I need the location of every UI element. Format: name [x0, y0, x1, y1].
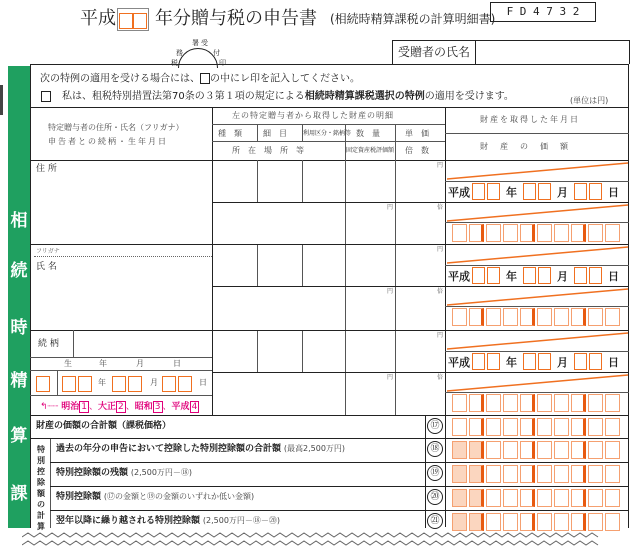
row-label: 翌年以降に繰り越される特別控除額 (2,500万円－⑱－⑳) — [56, 516, 281, 526]
col-multiplier: 倍 数 — [405, 146, 429, 155]
birth-era-input[interactable] — [36, 373, 50, 392]
amount-digit-cell[interactable] — [588, 489, 603, 507]
amount-digit-cell[interactable] — [452, 418, 467, 436]
form-code: F D 4 7 3 2 — [490, 2, 596, 22]
amount-digit-cell[interactable] — [469, 308, 484, 326]
unit-label: (単位は円) — [570, 96, 609, 105]
day-unit: 日 — [199, 378, 207, 387]
header-details-title: 左の特定贈与者から取得した財産の明細 — [232, 111, 394, 120]
amount-digit-cell[interactable] — [486, 465, 501, 483]
amount-digit-cell[interactable] — [554, 308, 569, 326]
side-band-char: 精 — [10, 371, 28, 391]
amount-digit-cell[interactable] — [520, 394, 535, 412]
form-subtitle: (相続時精算課税の計算明細書) — [330, 12, 496, 26]
form-title: 年分贈与税の申告書 — [155, 8, 317, 29]
birth-header: 月 — [136, 359, 144, 368]
notice-line1: 次の特例の適用を受ける場合には、 の中にレ印を記入してください。 — [40, 73, 360, 85]
amount-digit-cell[interactable] — [452, 394, 467, 412]
acquisition-date-input[interactable]: 平成 年 月 日 — [448, 183, 619, 200]
amount-digit-cell[interactable] — [554, 513, 569, 531]
amount-digit-cell[interactable] — [503, 465, 518, 483]
col-unit-price: 単 価 — [405, 129, 429, 138]
amount-digit-cell[interactable] — [571, 513, 586, 531]
amount-digit-cell[interactable] — [486, 394, 501, 412]
col-location: 所 在 場 所 等 — [232, 146, 304, 155]
row-label: 特別控除額 (⑰の金額と⑲の金額のいずれか低い金額) — [56, 492, 255, 502]
amount-digit-cell[interactable] — [486, 513, 501, 531]
amount-digit-cell[interactable] — [469, 418, 484, 436]
amount-digit-cell[interactable] — [452, 465, 467, 483]
amount-digit-cell[interactable] — [571, 465, 586, 483]
birth-year-input[interactable] — [62, 373, 92, 392]
amount-digit-cell[interactable] — [605, 489, 620, 507]
amount-digit-cell[interactable] — [554, 465, 569, 483]
col-subitem: 細 目 — [263, 129, 287, 138]
recipient-name-label: 受贈者の氏名 — [398, 45, 471, 59]
amount-digit-cell[interactable] — [503, 489, 518, 507]
birth-header: 日 — [173, 359, 181, 368]
era-code-legend: ↰┈┈ 明治 1 、大正 2 、昭和 3 、平成 4 — [40, 402, 198, 412]
col-fixed-asset-value: 固定資産税評価額 — [346, 147, 395, 154]
col-quantity: 数 量 — [356, 129, 380, 138]
birth-month-input[interactable] — [112, 373, 142, 392]
row-number-badge: ⑳ — [427, 489, 443, 505]
stamp-char: 受 — [201, 39, 208, 47]
amount-digit-cell[interactable] — [537, 465, 552, 483]
amount-digit-cell[interactable] — [520, 441, 535, 459]
amount-digit-cell[interactable] — [537, 394, 552, 412]
amount-digit-cell[interactable] — [554, 441, 569, 459]
amount-digit-cell[interactable] — [503, 513, 518, 531]
amount-input-row-20[interactable] — [452, 489, 624, 507]
property-value-input[interactable] — [452, 224, 624, 242]
amount-digit-cell[interactable] — [537, 441, 552, 459]
amount-digit-cell[interactable] — [537, 308, 552, 326]
acquisition-date-input[interactable]: 平成 年 月 日 — [448, 353, 619, 370]
amount-digit-cell[interactable] — [452, 224, 467, 242]
amount-digit-cell[interactable] — [469, 441, 484, 459]
relation-label: 続 柄 — [38, 339, 59, 349]
year-unit: 年 — [98, 378, 106, 387]
row-number-badge: ⑲ — [427, 465, 443, 481]
relation-input[interactable] — [76, 333, 210, 355]
side-band-char: 時 — [10, 318, 28, 338]
amount-digit-cell[interactable] — [503, 441, 518, 459]
address-label: 住 所 — [36, 164, 57, 174]
amount-input-row-21[interactable] — [452, 513, 624, 531]
yen-unit: 円 — [437, 332, 444, 339]
amount-digit-cell[interactable] — [571, 441, 586, 459]
amount-digit-cell[interactable] — [469, 224, 484, 242]
amount-digit-cell[interactable] — [605, 308, 620, 326]
amount-digit-cell[interactable] — [537, 224, 552, 242]
header-relation-birth: 申告者との続柄・生年月日 — [48, 137, 168, 146]
stamp-char: 税 — [171, 59, 178, 67]
side-band-char: 続 — [10, 261, 28, 281]
header-address-name: 特定贈与者の住所・氏名（フリガナ） — [48, 123, 184, 132]
amount-digit-cell[interactable] — [605, 513, 620, 531]
notice-line2: 私は、租税特別措置法第70条の３第１項の規定による相続時精算課税選択の特例の適用を受けます。 — [62, 91, 514, 102]
amount-digit-cell[interactable] — [520, 465, 535, 483]
amount-digit-cell[interactable] — [605, 224, 620, 242]
amount-digit-cell[interactable] — [486, 441, 501, 459]
side-band — [8, 66, 30, 528]
amount-digit-cell[interactable] — [486, 224, 501, 242]
times-unit: 倍 — [437, 374, 444, 381]
amount-digit-cell[interactable] — [520, 418, 535, 436]
stamp-char: 署 — [192, 39, 199, 47]
row-label: 財産の価額の合計額（課税価格） — [36, 421, 172, 431]
amount-digit-cell[interactable] — [537, 418, 552, 436]
recipient-name-input[interactable] — [477, 42, 627, 62]
amount-digit-cell[interactable] — [554, 489, 569, 507]
row-label: 過去の年分の申告において控除した特別控除額の合計額 (最高2,500万円) — [56, 444, 346, 454]
furigana-label: フリガナ — [36, 248, 60, 255]
stamp-char: 印 — [219, 59, 226, 67]
amount-digit-cell[interactable] — [537, 489, 552, 507]
birth-header: 年 — [99, 359, 107, 368]
diagonal-slash — [447, 245, 628, 265]
amount-digit-cell[interactable] — [554, 224, 569, 242]
amount-digit-cell[interactable] — [588, 513, 603, 531]
diagonal-slash — [447, 161, 628, 181]
amount-digit-cell[interactable] — [469, 513, 484, 531]
amount-digit-cell[interactable] — [520, 308, 535, 326]
amount-digit-cell[interactable] — [486, 308, 501, 326]
amount-digit-cell[interactable] — [571, 308, 586, 326]
amount-digit-cell[interactable] — [554, 418, 569, 436]
amount-digit-cell[interactable] — [469, 489, 484, 507]
amount-digit-cell[interactable] — [588, 224, 603, 242]
birth-day-input[interactable] — [162, 373, 192, 392]
side-band-char: 相 — [10, 211, 28, 231]
amount-digit-cell[interactable] — [486, 418, 501, 436]
times-unit: 倍 — [437, 288, 444, 295]
amount-digit-cell[interactable] — [486, 489, 501, 507]
address-input[interactable] — [34, 176, 209, 242]
yen-unit: 円 — [387, 288, 394, 295]
side-band-char: 課 — [10, 484, 28, 504]
special-provision-checkbox[interactable] — [41, 91, 51, 102]
header-property-value: 財 産 の 価 額 — [480, 142, 570, 151]
amount-digit-cell[interactable] — [503, 308, 518, 326]
acquisition-date-input[interactable]: 平成 年 月 日 — [448, 267, 619, 284]
amount-digit-cell[interactable] — [588, 394, 603, 412]
stamp-char: 付 — [213, 49, 220, 57]
amount-input-row-19[interactable] — [452, 465, 624, 483]
amount-digit-cell[interactable] — [503, 418, 518, 436]
amount-digit-cell[interactable] — [605, 441, 620, 459]
diagonal-slash — [447, 287, 628, 307]
yen-unit: 円 — [387, 374, 394, 381]
row-number-badge: ㉑ — [427, 513, 443, 529]
amount-digit-cell[interactable] — [469, 394, 484, 412]
furigana-input[interactable] — [34, 256, 212, 257]
diagonal-slash — [447, 331, 628, 351]
amount-digit-cell[interactable] — [605, 465, 620, 483]
title-prefix: 平成 — [80, 8, 116, 29]
amount-digit-cell[interactable] — [469, 465, 484, 483]
amount-digit-cell[interactable] — [503, 394, 518, 412]
row-number-badge: ⑱ — [427, 441, 443, 457]
property-value-input[interactable] — [452, 308, 624, 326]
property-value-input[interactable] — [452, 394, 624, 412]
yen-unit: 円 — [387, 204, 394, 211]
amount-digit-cell[interactable] — [605, 418, 620, 436]
year-input[interactable] — [117, 8, 149, 31]
diagonal-slash — [447, 373, 628, 393]
amount-digit-cell[interactable] — [588, 418, 603, 436]
amount-digit-cell[interactable] — [571, 394, 586, 412]
amount-digit-cell[interactable] — [520, 513, 535, 531]
amount-digit-cell[interactable] — [588, 308, 603, 326]
amount-digit-cell[interactable] — [452, 489, 467, 507]
amount-digit-cell[interactable] — [571, 224, 586, 242]
name-label: 氏 名 — [36, 262, 57, 272]
amount-digit-cell[interactable] — [588, 465, 603, 483]
amount-digit-cell[interactable] — [452, 308, 467, 326]
amount-digit-cell[interactable] — [588, 441, 603, 459]
amount-digit-cell[interactable] — [554, 394, 569, 412]
times-unit: 倍 — [437, 204, 444, 211]
row-label: 特別控除額の残額 (2,500万円－⑱) — [56, 468, 193, 478]
diagonal-slash — [447, 203, 628, 223]
col-usage: 利用区分・銘柄等 — [303, 130, 352, 137]
amount-digit-cell[interactable] — [520, 224, 535, 242]
amount-digit-cell[interactable] — [537, 513, 552, 531]
birth-header: 生 — [64, 359, 72, 368]
header-acquired-date: 財産を取得した年月日 — [480, 115, 580, 124]
col-type: 種 類 — [218, 129, 242, 138]
amount-digit-cell[interactable] — [452, 513, 467, 531]
cut-line-zigzag — [22, 532, 622, 547]
side-band-char: 算 — [10, 426, 28, 446]
name-input[interactable] — [34, 276, 209, 326]
amount-digit-cell[interactable] — [571, 489, 586, 507]
row-number-badge: ⑰ — [427, 418, 443, 434]
amount-digit-cell[interactable] — [605, 394, 620, 412]
amount-digit-cell[interactable] — [520, 489, 535, 507]
stamp-char: 務 — [176, 49, 183, 57]
amount-digit-cell[interactable] — [503, 224, 518, 242]
amount-digit-cell[interactable] — [452, 441, 467, 459]
amount-input-row-18[interactable] — [452, 441, 624, 459]
month-unit: 月 — [150, 378, 158, 387]
yen-unit: 円 — [437, 246, 444, 253]
calc-group-label: 特別控除額の計算 — [37, 445, 45, 531]
amount-digit-cell[interactable] — [571, 418, 586, 436]
yen-unit: 円 — [437, 162, 444, 169]
amount-input-row-17[interactable] — [452, 418, 624, 436]
